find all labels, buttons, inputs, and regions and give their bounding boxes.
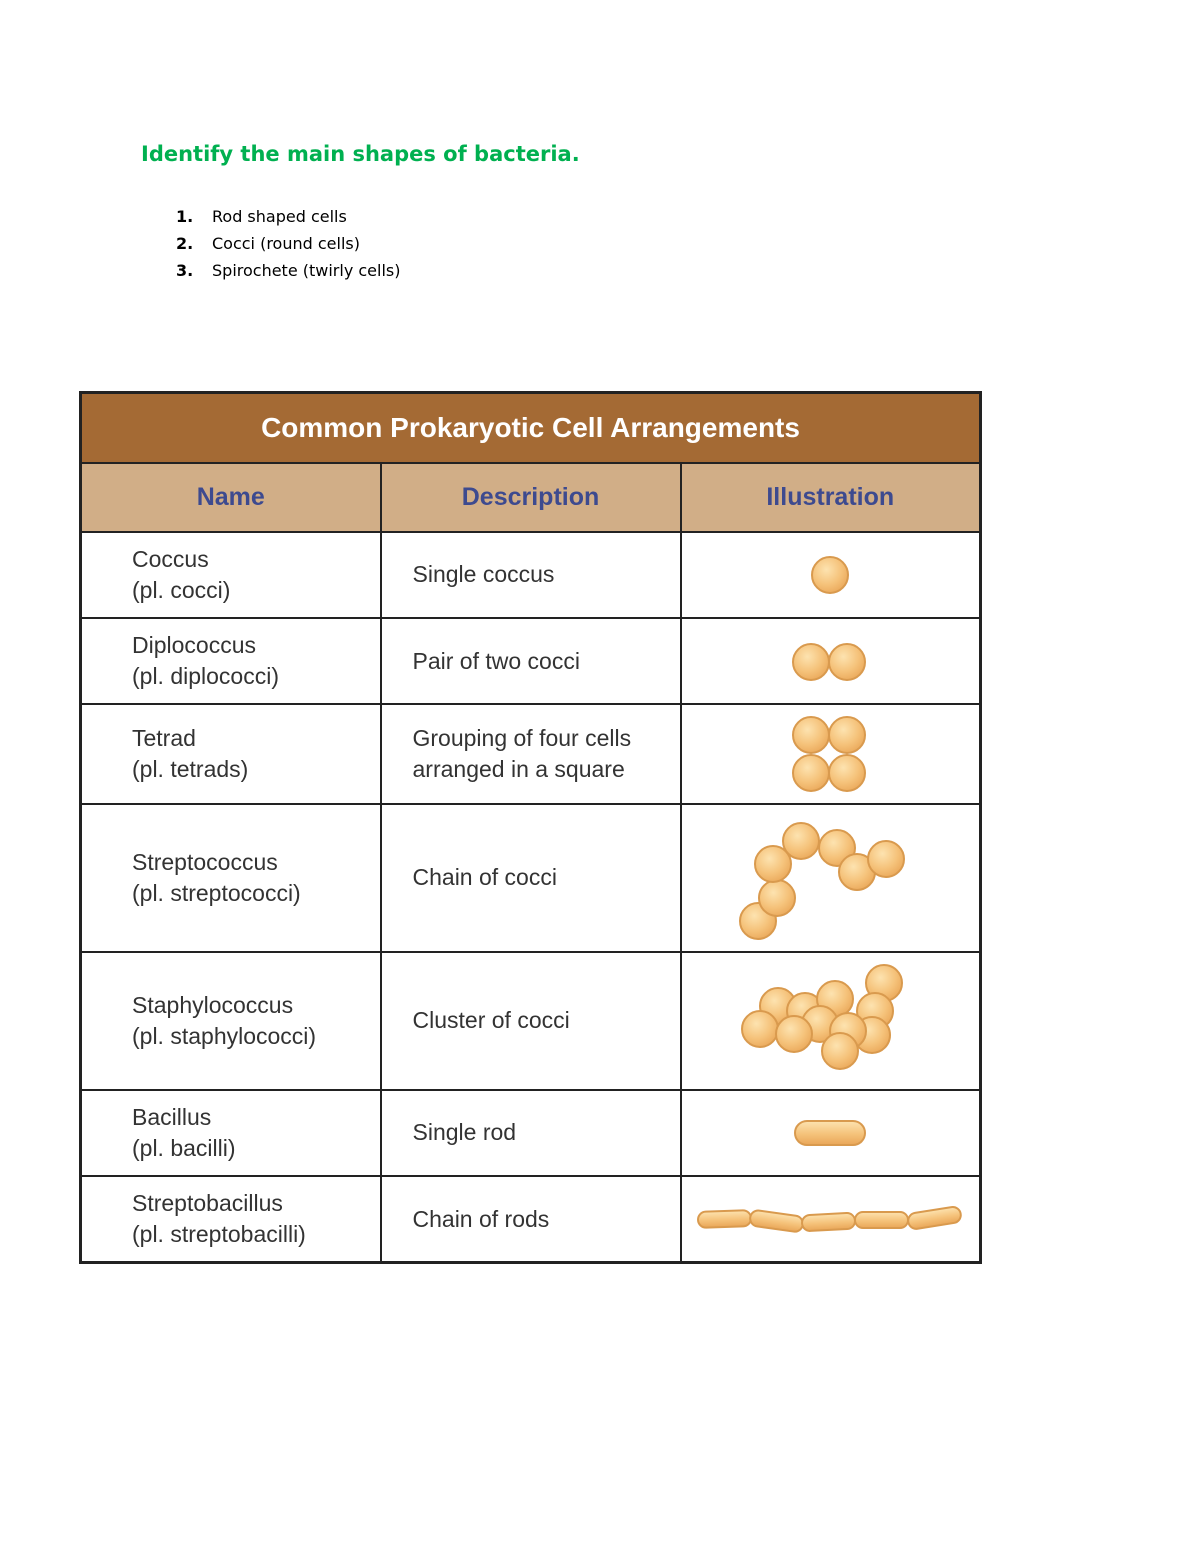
rod-cell: [855, 1212, 908, 1228]
arrangement-name: Streptococcus: [132, 848, 278, 875]
arrangement-name: Staphylococcus: [132, 991, 294, 1018]
illustration-cell: [681, 1176, 981, 1262]
bacillus-illustration: [780, 1113, 880, 1153]
rod-cell: [795, 1121, 865, 1145]
name-cell: [81, 1176, 381, 1262]
illustration-cell: [681, 804, 981, 953]
list-number: 3.: [176, 261, 194, 280]
column-header-illustration: Illustration: [681, 463, 981, 531]
coccus-cell: [829, 644, 865, 680]
page-heading: Identify the main shapes of bacteria.: [141, 142, 580, 166]
coccus-cell: [776, 1016, 812, 1052]
coccus-cell: [812, 557, 848, 593]
streptobacillus-illustration: [695, 1199, 965, 1239]
illustration-cell: [681, 952, 981, 1090]
arrangement-name: Coccus: [132, 545, 209, 572]
name-cell: [81, 1090, 381, 1176]
list-number: 1.: [176, 207, 194, 226]
description-cell: [381, 532, 681, 618]
description-text: Chain of cocci: [412, 864, 557, 891]
coccus-cell: [783, 823, 819, 859]
column-header-description: Description: [381, 463, 681, 531]
illustration-cell: [681, 532, 981, 618]
rod-cell: [802, 1213, 856, 1232]
description-cell: [381, 1090, 681, 1176]
arrangement-plural: (pl. streptobacilli): [132, 1221, 306, 1248]
coccus-cell: [829, 755, 865, 791]
table-title-row: [81, 393, 981, 464]
cell-arrangements-table: [79, 391, 982, 1264]
list-text: Rod shaped cells: [212, 207, 347, 226]
coccus-cell: [793, 755, 829, 791]
coccus-cell: [793, 717, 829, 753]
arrangement-plural: (pl. diplococci): [132, 663, 279, 690]
description-text: Chain of rods: [412, 1205, 550, 1232]
name-cell: [81, 804, 381, 953]
diplococcus-illustration: [780, 636, 880, 686]
list-text: Cocci (round cells): [212, 234, 360, 253]
description-cell: [381, 1176, 681, 1262]
description-text: Cluster of cocci: [412, 1007, 570, 1034]
name-cell: [81, 618, 381, 704]
rod-cell: [749, 1210, 804, 1233]
name-cell: [81, 532, 381, 618]
description-text: Grouping of four cells: [412, 724, 632, 751]
streptococcus-illustration: [730, 813, 930, 943]
illustration-cell: [681, 1090, 981, 1176]
staphylococcus-illustration: [730, 961, 930, 1081]
name-cell: [81, 704, 381, 803]
coccus-cell: [829, 717, 865, 753]
list-number: 2.: [176, 234, 194, 253]
illustration-cell: [681, 618, 981, 704]
table-row: [81, 804, 981, 953]
coccus-cell: [868, 841, 904, 877]
table-row: [81, 1176, 981, 1262]
coccus-illustration: [790, 550, 870, 600]
coccus-cell: [822, 1033, 858, 1069]
description-text: Pair of two cocci: [412, 647, 580, 674]
arrangement-plural: (pl. tetrads): [132, 755, 249, 782]
arrangement-plural: (pl. streptococci): [132, 879, 301, 906]
bacteria-shape-list: [176, 203, 401, 284]
table-row: [81, 952, 981, 1090]
description-cell: [381, 804, 681, 953]
name-cell: [81, 952, 381, 1090]
coccus-cell: [742, 1011, 778, 1047]
table-row: [81, 1090, 981, 1176]
list-item: [176, 230, 401, 257]
illustration-cell: [681, 704, 981, 803]
description-text-2: arranged in a square: [412, 755, 625, 782]
arrangement-name: Diplococcus: [132, 632, 256, 659]
table-row: [81, 704, 981, 803]
rod-cell: [698, 1210, 752, 1228]
description-cell: [381, 704, 681, 803]
table-header-row: [81, 463, 981, 531]
coccus-cell: [793, 644, 829, 680]
arrangement-name: Tetrad: [132, 724, 196, 751]
tetrad-illustration: [780, 712, 880, 796]
coccus-cell: [759, 880, 795, 916]
table-title: Common Prokaryotic Cell Arrangements: [81, 393, 981, 464]
rod-cell: [907, 1206, 962, 1230]
arrangement-name: Streptobacillus: [132, 1190, 283, 1217]
table-row: [81, 618, 981, 704]
arrangement-plural: (pl. staphylococci): [132, 1022, 317, 1049]
description-cell: [381, 618, 681, 704]
arrangement-plural: (pl. cocci): [132, 576, 231, 603]
arrangement-plural: (pl. bacilli): [132, 1134, 236, 1161]
list-text: Spirochete (twirly cells): [212, 261, 401, 280]
list-item: [176, 203, 401, 230]
description-text: Single coccus: [412, 561, 555, 588]
list-item: [176, 257, 401, 284]
description-text: Single rod: [412, 1119, 517, 1146]
table-row: [81, 532, 981, 618]
description-cell: [381, 952, 681, 1090]
column-header-name: Name: [81, 463, 381, 531]
arrangement-name: Bacillus: [132, 1103, 212, 1130]
